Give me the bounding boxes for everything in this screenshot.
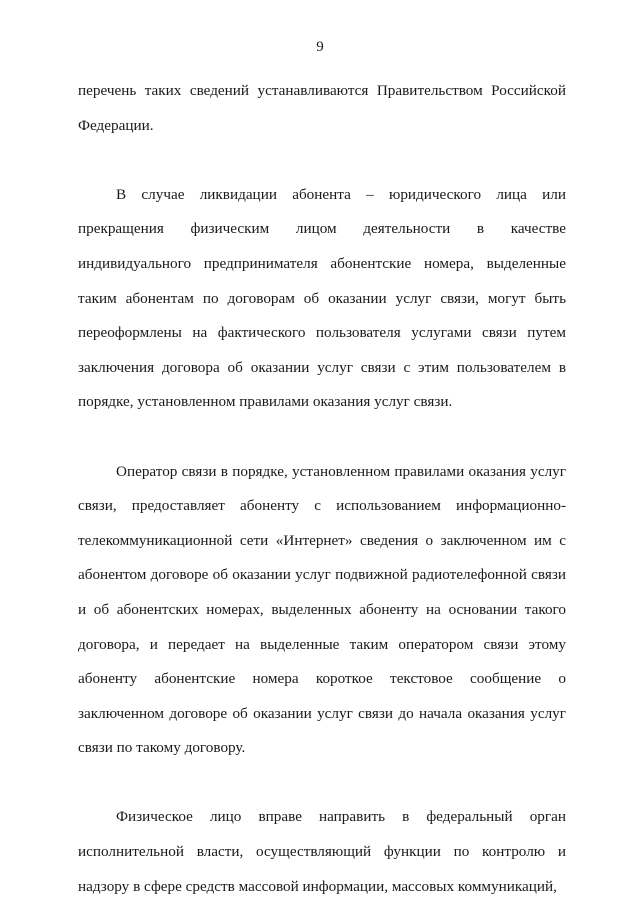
paragraph-operator: Оператор связи в порядке, установленном правилами оказания услуг связи, предоставляет абоненту с использованием информационно-телекоммуникационной сети «Интернет» сведения о заключенном им с абонентом договоре об оказании услуг подвижной радиотелефонной связи и об абонентских номерах, выделенных абоненту на основании такого договора, и передает на выделенные таким оператором связи этому абоненту абонентские номера короткое текстовое сообщение о заключенном договоре об оказании услуг связи до начала оказания услуг связи по такому договору. xyxy=(78,462,566,757)
document-body xyxy=(78,74,566,904)
paragraph-continuation: перечень таких сведений устанавливаются Правительством Российской Федерации. xyxy=(78,82,566,134)
paragraph-liquidation: В случае ликвидации абонента – юридического лица или прекращения физическим лицом деятельности в качестве индивидуального предпринимателя абонентские номера, выделенные таким абонентам по договорам об оказании услуг связи, могут быть переоформлены на фактического пользователя услугами связи путем заключения договора об оказании услуг связи с этим пользователем в порядке, установленном правилами оказания услуг связи. xyxy=(78,185,566,411)
page-number: 9 xyxy=(316,39,324,55)
paragraph-individual: Физическое лицо вправе направить в федеральный орган исполнительной власти, осуществляющий функции по контролю и надзору в сфере средств массовой информации, массовых коммуникаций, xyxy=(78,808,566,895)
